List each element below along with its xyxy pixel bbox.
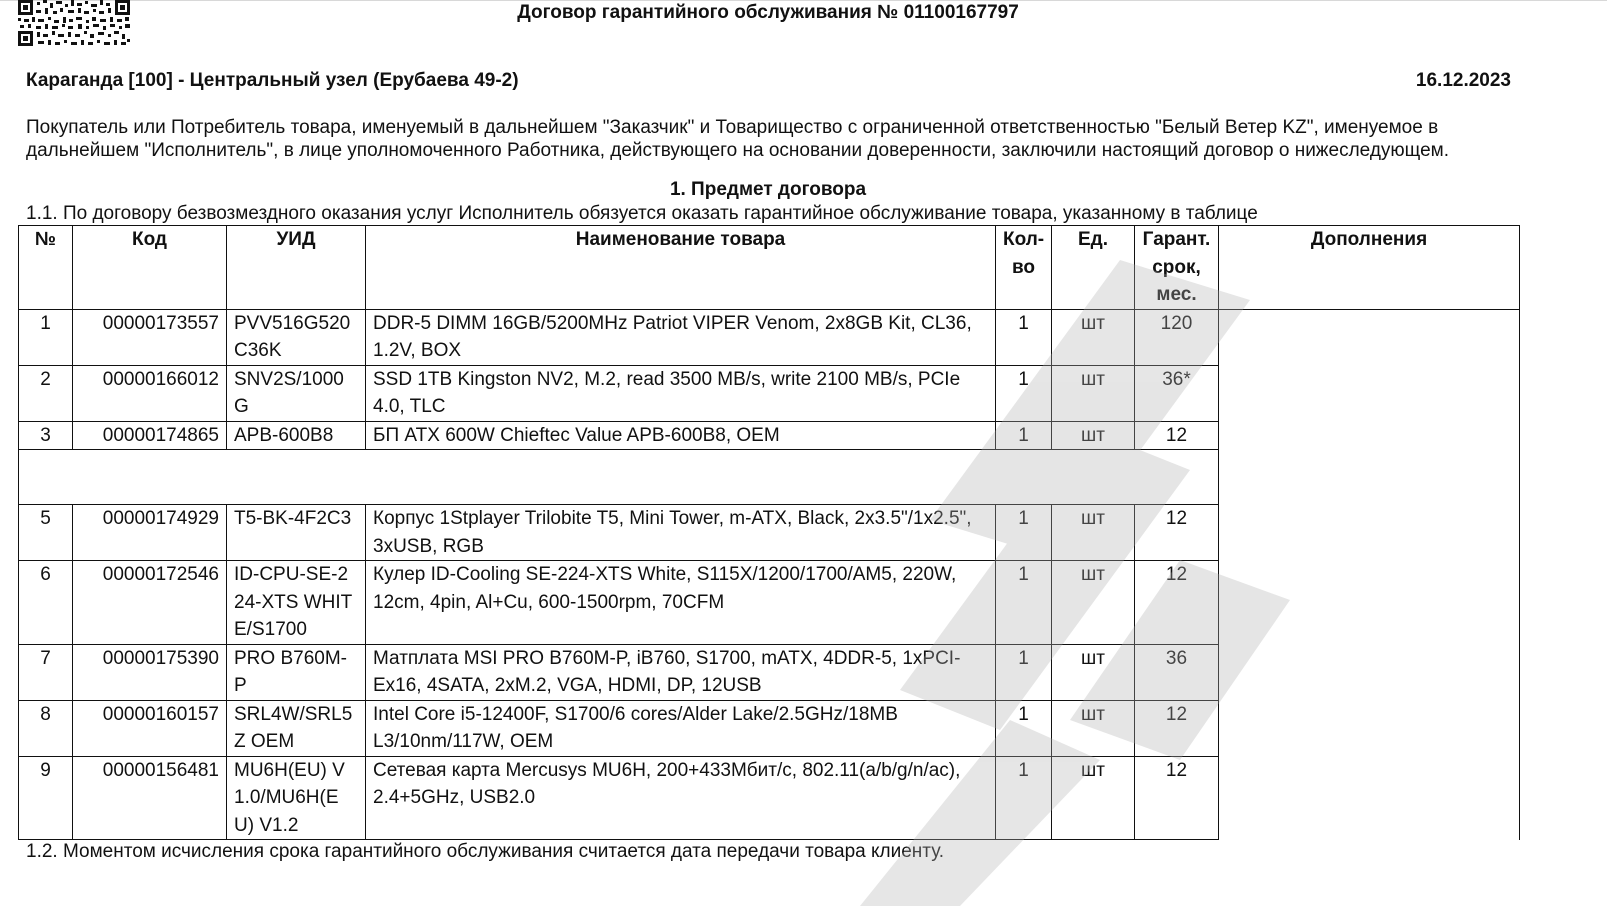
cell-num: 2 [19,365,73,421]
cell-name: БП ATX 600W Chieftec Value APB-600B8, OEM [366,421,996,450]
cell-qty: 1 [996,756,1052,840]
cell-qty: 1 [996,700,1052,756]
cell-code: 00000175390 [73,644,227,700]
cell-qty: 1 [996,644,1052,700]
header-code: Код [73,226,227,310]
cell-name: Сетевая карта Mercusys MU6H, 200+433Мбит/с, 802.11(a/b/g/n/ac), 2.4+5GHz, USB2.0 [366,756,996,840]
cell-code: 00000174929 [73,505,227,561]
document-title: Договор гарантийного обслуживания № 01100167797 [517,2,1019,23]
cell-warranty: 12 [1135,756,1219,840]
cell-name: Матплата MSI PRO B760M-P, iB760, S1700, mATX, 4DDR-5, 1xPCI-Ex16, 4SATA, 2xM.2, VGA, HDMI, DP, 12USB [366,644,996,700]
cell-code: 00000173557 [73,309,227,365]
cell-unit: шт [1052,561,1135,645]
clause-1-1: 1.1. По договору безвозмездного оказания услуг Исполнитель обязуется оказать гарантийное обслуживание товара, указанному в таблице [26,203,1258,224]
cell-uid: MU6H(EU) V1.0/MU6H(EU) V1.2 [227,756,366,840]
cell-code: 00000172546 [73,561,227,645]
cell-warranty: 36* [1135,365,1219,421]
header-num: № [19,226,73,310]
cell-warranty: 12 [1135,505,1219,561]
cell-qty: 1 [996,421,1052,450]
cell-unit: шт [1052,505,1135,561]
cell-name: Кулер ID-Cooling SE-224-XTS White, S115X/1200/1700/AM5, 220W, 12cm, 4pin, Al+Cu, 600-1500rpm, 70CFM [366,561,996,645]
cell-unit: шт [1052,421,1135,450]
cell-uid: T5-BK-4F2C3 [227,505,366,561]
cell-warranty: 120 [1135,309,1219,365]
header-name: Наименование товара [366,226,996,310]
cell-unit: шт [1052,756,1135,840]
cell-num: 7 [19,644,73,700]
cell-warranty: 12 [1135,700,1219,756]
cell-code: 00000156481 [73,756,227,840]
cell-num: 6 [19,561,73,645]
header-uid: УИД [227,226,366,310]
empty-cell [19,450,1219,505]
cell-name: Intel Core i5-12400F, S1700/6 cores/Alder Lake/2.5GHz/18MB L3/10nm/117W, OEM [366,700,996,756]
document-date: 16.12.2023 [1415,70,1511,91]
table-header-row [19,226,1520,310]
cell-unit: шт [1052,365,1135,421]
top-divider [0,0,1607,1]
cell-warranty: 12 [1135,421,1219,450]
cell-num: 9 [19,756,73,840]
cell-unit: шт [1052,700,1135,756]
cell-qty: 1 [996,561,1052,645]
intro-paragraph: Покупатель или Потребитель товара, именуемый в дальнейшем "Заказчик" и Товарищество с ограниченной ответственностью "Белый Ветер KZ", именуемое в дальнейшем "Исполнитель", в лице уполномоченного Работника, действующего на основании доверенности, заключили настоящий договор о нижеследующем. [26,117,1449,161]
cell-name: DDR-5 DIMM 16GB/5200MHz Patriot VIPER Venom, 2x8GB Kit, CL36, 1.2V, BOX [366,309,996,365]
location-heading: Караганда [100] - Центральный узел (Ерубаева 49-2) [26,70,519,91]
cell-uid: ID-CPU-SE-224-XTS WHITE/S1700 [227,561,366,645]
cell-warranty: 12 [1135,561,1219,645]
cell-uid: SRL4W/SRL5Z OEM [227,700,366,756]
section-title: 1. Предмет договора [669,179,867,200]
cell-uid: APB-600B8 [227,421,366,450]
cell-uid: SNV2S/1000G [227,365,366,421]
goods-table [18,225,1520,840]
header-unit: Ед. [1052,226,1135,310]
cell-uid: PRO B760M-P [227,644,366,700]
cell-unit: шт [1052,309,1135,365]
header-warranty: Гарант. срок, мес. [1135,226,1219,310]
cell-name: SSD 1TB Kingston NV2, M.2, read 3500 MB/s, write 2100 MB/s, PCIe 4.0, TLC [366,365,996,421]
cell-warranty: 36 [1135,644,1219,700]
cell-name: Корпус 1Stplayer Trilobite T5, Mini Tower, m-ATX, Black, 2x3.5"/1x2.5", 3xUSB, RGB [366,505,996,561]
cell-unit: шт [1052,644,1135,700]
cell-code: 00000166012 [73,365,227,421]
cell-extra [1219,309,1520,840]
clause-1-2: 1.2. Моментом исчисления срока гарантийного обслуживания считается дата передачи товара клиенту. [26,841,945,862]
cell-num: 1 [19,309,73,365]
cell-qty: 1 [996,309,1052,365]
cell-qty: 1 [996,365,1052,421]
table-row [19,309,1520,365]
cell-code: 00000174865 [73,421,227,450]
cell-num: 5 [19,505,73,561]
cell-num: 3 [19,421,73,450]
cell-num: 8 [19,700,73,756]
cell-uid: PVV516G520C36K [227,309,366,365]
cell-qty: 1 [996,505,1052,561]
header-extra: Дополнения [1219,226,1520,310]
header-qty: Кол-во [996,226,1052,310]
cell-code: 00000160157 [73,700,227,756]
